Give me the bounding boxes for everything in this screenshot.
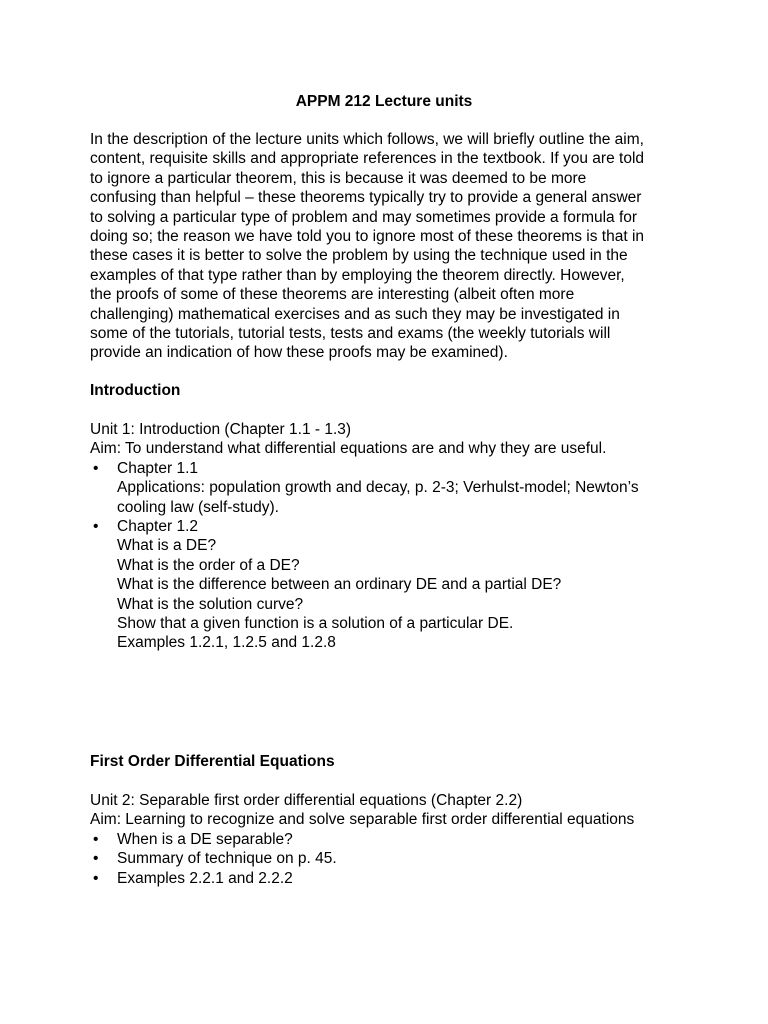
bullet-label: • Chapter 1.2: [117, 518, 198, 536]
intro-line: some of the tutorials, tutorial tests, tests and exams (the weekly tutorials will: [90, 325, 611, 343]
intro-line: the proofs of some of these theorems are interesting (albeit often more: [90, 286, 575, 304]
unit-bullet-list: [90, 459, 690, 653]
bullet-label: • Chapter 1.1: [117, 459, 198, 477]
list-item: [90, 459, 690, 517]
list-item: [90, 869, 690, 888]
bullet-detail: cooling law (self-study).: [117, 498, 279, 516]
bullet-detail: What is the difference between an ordinary DE and a partial DE?: [117, 576, 562, 594]
bullet-detail: Examples 1.2.1, 1.2.5 and 1.2.8: [117, 634, 336, 652]
unit-1: [90, 420, 690, 653]
unit-aim: Aim: Learning to recognize and solve separable first order differential equations: [90, 811, 635, 829]
section-heading-first-order-de: First Order Differential Equations: [90, 753, 335, 770]
bullet-detail: Show that a given function is a solution of a particular DE.: [117, 615, 514, 633]
unit-aim: Aim: To understand what differential equations are and why they are useful.: [90, 440, 607, 458]
intro-paragraph: [90, 130, 690, 363]
intro-line: challenging) mathematical exercises and as such they may be investigated in: [90, 305, 620, 323]
bullet-label: • Examples 2.2.1 and 2.2.2: [117, 869, 293, 887]
list-item: [90, 830, 690, 849]
document-title: APPM 212 Lecture units: [295, 93, 473, 110]
unit-title: Unit 1: Introduction (Chapter 1.1 - 1.3): [90, 421, 352, 438]
intro-line: examples of that type rather than by employing the theorem directly. However,: [90, 266, 625, 284]
bullet-label: • Summary of technique on p. 45.: [117, 850, 337, 868]
bullet-detail: What is a DE?: [117, 537, 217, 555]
bullet-detail: Applications: population growth and decay, p. 2-3; Verhulst-model; Newton’s: [117, 479, 639, 497]
unit-2: [90, 791, 690, 888]
intro-line: confusing than helpful – these theorems typically try to provide a general answer: [90, 189, 642, 207]
intro-line: doing so; the reason we have told you to ignore most of these theorems is that in: [90, 228, 645, 246]
intro-line: to solving a particular type of problem and may sometimes provide a formula for: [90, 208, 638, 226]
intro-line: In the description of the lecture units which follows, we will briefly outline the aim,: [90, 131, 644, 148]
intro-line: these cases it is better to solve the problem by using the technique used in the: [90, 247, 628, 265]
bullet-detail: What is the solution curve?: [117, 595, 304, 613]
unit-title: Unit 2: Separable first order differential equations (Chapter 2.2): [90, 792, 523, 809]
intro-line: to ignore a particular theorem, this is because it was deemed to be more: [90, 169, 587, 187]
list-item: [90, 517, 690, 653]
section-heading-introduction: Introduction: [90, 382, 181, 399]
intro-line: content, requisite skills and appropriate references in the textbook. If you are told: [90, 150, 645, 168]
intro-line: provide an indication of how these proofs may be examined).: [90, 344, 508, 362]
list-item: [90, 849, 690, 868]
bullet-detail: What is the order of a DE?: [117, 556, 300, 574]
bullet-label: • When is a DE separable?: [117, 830, 293, 848]
unit-bullet-list: [90, 830, 690, 888]
